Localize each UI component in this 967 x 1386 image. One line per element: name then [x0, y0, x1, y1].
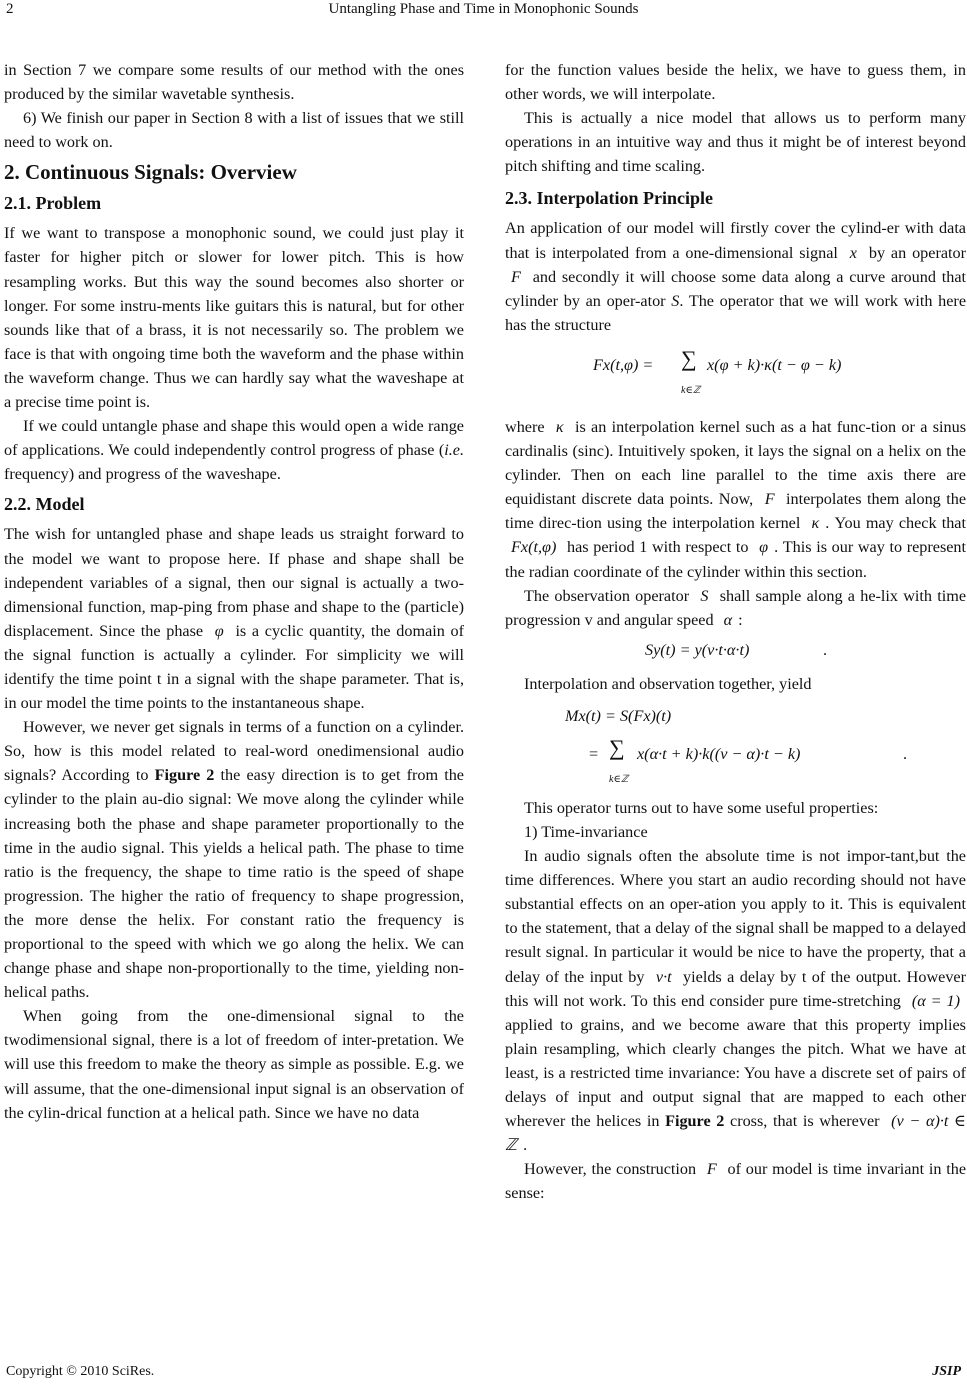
paragraph: 6) We finish our paper in Section 8 with a list of issues that we still need to work on.	[4, 109, 464, 152]
subsection-heading: 2.2. Model	[4, 494, 85, 515]
right-column	[505, 58, 966, 1205]
math-symbol: φ	[214, 621, 224, 640]
paragraph: This operator turns out to have some useful properties:	[524, 798, 879, 817]
subsection-heading: 2.1. Problem	[4, 193, 102, 214]
paragraph: In audio signals often the absolute time is not impor-tant,but the time differences. Where you start an audio recording should not have substantial effects on an oper-ation you apply to it. This is equivalent to the statement, that a delay of the signal shall be mapped to a delayed result signal. In particular it would be nice to have the property, that a delay of the input by v·t yields a delay by t of the output. However this will not work. To this end consider pure time-stretching (α = 1) applied to grains, and we become aware that this property implies plain resampling, which clearly changes the pitch. What we have at least, is a restricted time invariance: You have a discrete set of pairs of delays of input and output signal that are mapped to each other wherever the helices in Figure 2 cross, that is wherever (v − α)·t ∈ ℤ .	[505, 847, 966, 1155]
figure-reference: Figure 2	[154, 766, 215, 785]
paragraph: An application of our model will firstly cover the cylind-er with data that is interpolated from a one-dimensional signal x by an operator F and secondly it will choose some data along a curve around that cylinder by an oper-ator S. The operator that we will work with here has the structure	[505, 219, 967, 334]
paragraph: If we could untangle phase and shape this would open a wide range of applications. We could independently control progress of phase (i.e. frequency) and progress of the waveshape.	[4, 417, 464, 484]
paragraph: Interpolation and observation together, yield	[524, 674, 812, 693]
running-header	[0, 0, 967, 26]
figure-reference: Figure 2	[665, 1112, 725, 1131]
paragraph: When going from the one-dimensional signal to the twodimensional signal, there is a lot of freedom of inter-pretation. We will use this freedom to make the theory as simple as possible. E.g. we will assume, that the one-dimensional input signal is an observation of the cylin-drical function at a helical path. Since we have no data	[4, 1007, 464, 1122]
page-number: 2	[6, 1, 14, 17]
paragraph: However, the construction F of our model is time invariant in the sense:	[505, 1160, 966, 1203]
section-heading: 2. Continuous Signals: Overview	[4, 160, 297, 185]
running-title: Untangling Phase and Time in Monophonic Sounds	[328, 1, 639, 17]
paragraph: The observation operator S shall sample along a he-lix with time progression v and angular speed α :	[505, 586, 967, 629]
left-column	[4, 58, 464, 1125]
paragraph: The wish for untangled phase and shape leads us straight forward to the model we want to propose here. If phase and shape shall be independent variables of a signal, then our signal is actually a two-dimensional function, map-ping from phase and shape to the (particle) displacement. Since the phase φ is a cyclic quantity, the domain of the signal function is actually a cylinder. For simplicity we will identify the time point t in a signal with the shape parameter. That is, in our model the time points to the instantaneous shape.	[4, 525, 465, 713]
footer-copyright: Copyright © 2010 SciRes.	[6, 1364, 155, 1379]
equation-observation: Sy(t) = y(v·t·α·t) .	[645, 640, 828, 659]
footer-journal: JSIP	[932, 1364, 961, 1379]
paragraph: However, we never get signals in terms of a function on a cylinder. So, how is this model related to real-word onedimensional audio signals? According to Figure 2 the easy direction is to get from the cylinder to the plain au-dio signal: We move along the cylinder while increasing both the phase and shape parameter proportionally to the time in the audio signal. This yields a helical path. The phase to time ratio is the frequency, the shape to time ratio is the speed of shape progression. The higher the ratio of frequency to shape progression, the more dense the helix. For constant ratio the frequency is proportional to the speed with which we go along the helix. We can change phase and shape non-proportionally to the time, yielding non-helical paths.	[4, 718, 464, 1002]
equation-interpolation: Fx(t,φ) = ∑ k∈ℤ x(φ + k)·κ(t − φ − k)	[593, 345, 842, 396]
paragraph: for the function values beside the helix, we have to guess them, in other words, we will interpolate.	[505, 61, 966, 104]
subsection-heading: 2.3. Interpolation Principle	[505, 188, 713, 209]
paragraph: 1) Time-invariance	[524, 822, 648, 841]
paragraph: This is actually a nice model that allows us to perform many operations in an intuitive way and thus it might be of interest beyond pitch shifting and time scaling.	[505, 109, 966, 176]
paragraph: in Section 7 we compare some results of our method with the ones produced by the similar wavetable synthesis.	[4, 61, 464, 104]
paragraph: If we want to transpose a monophonic sound, we could just play it faster for higher pitch or slower for lower pitch. This is how resampling works. But this way the sound becomes also shorter or longer. For some instru-ments like guitars this is natural, but for other sounds like that of a brass, it is not necessarily so. The problem we face is that with ongoing time both the waveform and the phase within the waveform change. Thus we can hardly say what the waveshape at a precise time point is.	[4, 224, 464, 412]
paragraph: where κ is an interpolation kernel such as a hat func-tion or a sinus cardinalis (sinc). Intuitively spoken, it lays the signal on a helix on the cylinder. Then on each line parallel to the time axis there are equidistant discrete data points. Now, F interpolates them along the time direc-tion using the interpolation kernel κ . You may check that Fx(t,φ) has period 1 with respect to φ . This is our way to represent the radian coordinate of the cylinder within this section.	[505, 417, 967, 581]
equation-combined: Mx(t) = S(Fx)(t) = ∑ k∈ℤ x(α·t + k)·k((v − α)·t − k) .	[565, 706, 908, 785]
